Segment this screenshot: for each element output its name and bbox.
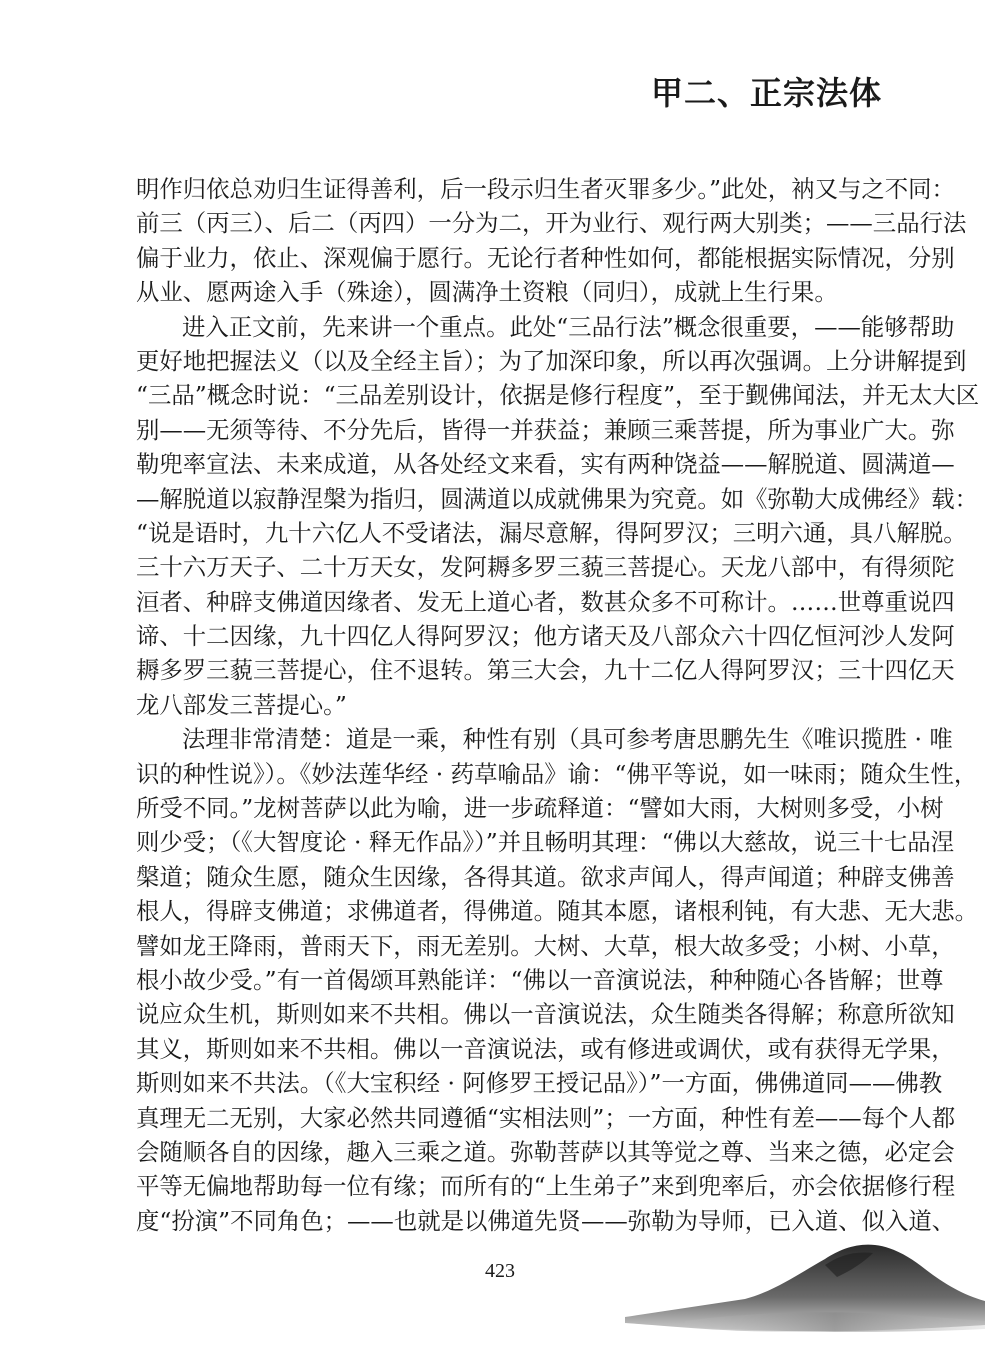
text-line: 别——无须等待、不分先后，皆得一并获益；兼顾三乘菩提，所为事业广大。弥	[136, 415, 955, 444]
text-line: 从业、愿两途入手（殊途），圆满净土资粮（同归），成就上生行果。	[136, 278, 838, 307]
text-line: 三十六万天子、二十万天女，发阿耨多罗三藐三菩提心。天龙八部中，有得须陀	[136, 553, 955, 582]
text-line: 说应众生机，斯则如来不共相。佛以一音演说法，众生随类各得解；称意所欲知	[136, 1000, 955, 1029]
text-line: 明作归依总劝归生证得善利，后一段示归生者灭罪多少。”此处，衲又与之不同：	[136, 175, 955, 203]
text-line: 会随顺各自的因缘，趣入三乘之道。弥勒菩萨以其等觉之尊、当来之德，必定会	[136, 1137, 955, 1166]
text-line: 龙八部发三菩提心。”	[136, 690, 347, 719]
text-line: 则少受；（《大智度论 · 释无作品》）”并且畅明其理：“佛以大慈故，说三十七品涅	[136, 828, 955, 857]
text-line: 进入正文前，先来讲一个重点。此处“三品行法”概念很重要，——能够帮助	[182, 312, 955, 341]
ink-mountain-illustration	[625, 1225, 985, 1335]
text-line: 根人，得辟支佛道；求佛道者，得佛道。随其本愿，诸根利钝，有大悲、无大悲。	[136, 897, 979, 926]
text-line: 识的种性说》）。《妙法莲华经 · 药草喻品》谕：“佛平等说，如一味雨；随众生性，	[136, 759, 978, 788]
text-line: 法理非常清楚：道是一乘，种性有别（具可参考唐思鹏先生《唯识揽胜 · 唯	[182, 725, 953, 754]
text-line: 譬如龙王降雨，普雨天下，雨无差别。大树、大草，根大故多受；小树、小草，	[136, 931, 955, 960]
text-line: 谛、十二因缘，九十四亿人得阿罗汉；他方诸天及八部众六十四亿恒河沙人发阿	[136, 622, 955, 651]
page-number: 423	[485, 1260, 515, 1282]
text-line: 勒兜率宣法、未来成道，从各处经文来看，实有两种饶益——解脱道、圆满道—	[136, 450, 955, 479]
text-line: “说是语时，九十六亿人不受诸法，漏尽意解，得阿罗汉；三明六通，具八解脱。	[136, 518, 967, 547]
text-line: 所受不同。”龙树菩萨以此为喻，进一步疏释道：“譬如大雨，大树则多受，小树	[136, 794, 944, 823]
text-line: “三品”概念时说：“三品差别设计，依据是修行程度”，至于觐佛闻法，并无太大区	[136, 381, 980, 410]
chapter-heading: 甲二、正宗法体	[650, 74, 882, 112]
text-line: 前三（丙三）、后二（丙四）一分为二，开为业行、观行两大别类；——三品行法	[136, 209, 967, 238]
text-line: 偏于业力，依止、深观偏于愿行。无论行者种性如何，都能根据实际情况，分别	[136, 243, 955, 272]
text-line: 其义，斯则如来不共相。佛以一音演说法，或有修进或调伏，或有获得无学果，	[136, 1034, 955, 1063]
text-line: 根小故少受。”有一首偈颂耳熟能详：“佛以一音演说法，种种随心各皆解；世尊	[136, 965, 944, 994]
body-text	[136, 172, 980, 1238]
text-line: 耨多罗三藐三菩提心，住不退转。第三大会，九十二亿人得阿罗汉；三十四亿天	[136, 656, 955, 685]
text-line: 洹者、种辟支佛道因缘者、发无上道心者，数甚众多不可称计。……世尊重说四	[136, 587, 955, 616]
text-line: 真理无二无别，大家必然共同遵循“实相法则”；一方面，种性有差——每个人都	[136, 1103, 956, 1132]
text-line: 槃道；随众生愿，随众生因缘，各得其道。欲求声闻人，得声闻道；种辟支佛善	[136, 862, 955, 891]
text-line: 平等无偏地帮助每一位有缘；而所有的“上生弟子”来到兜率后，亦会依据修行程	[136, 1172, 956, 1201]
text-line: 更好地把握法义（以及全经主旨）；为了加深印象，所以再次强调。上分讲解提到	[136, 346, 967, 375]
text-line: 斯则如来不共法。（《大宝积经 · 阿修罗王授记品》）”一方面，佛佛道同——佛教	[136, 1069, 943, 1098]
text-line: 度“扮演”不同角色；——也就是以佛道先贤——弥勒为导师，已入道、似入道、	[136, 1206, 956, 1235]
text-line: —解脱道以寂静涅槃为指归，圆满道以成就佛果为究竟。如《弥勒大成佛经》载：	[136, 484, 979, 513]
